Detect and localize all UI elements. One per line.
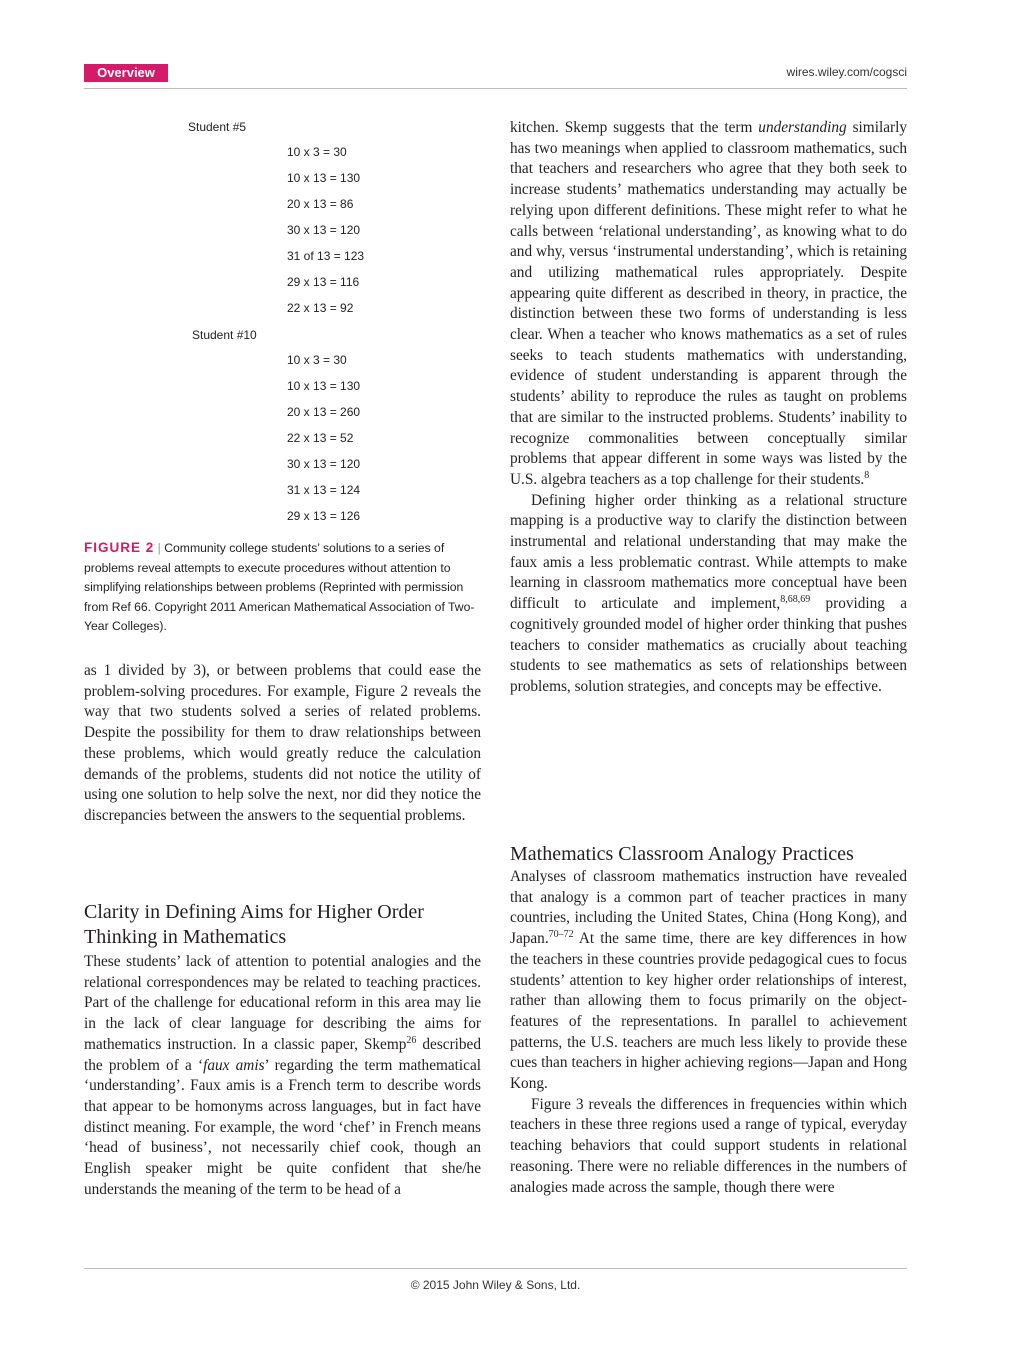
right-column-section [510,842,907,1198]
citation[interactable]: 8,68,69 [780,594,811,606]
left-column-section [84,900,481,1200]
footer-divider [84,1268,907,1269]
citation[interactable]: 8 [864,469,870,481]
paragraph: as 1 divided by 3), or between problems that could ease the problem-solving procedures. For example, Figure 2 reveals the way that two students solved a series of related problems. Despite the possibility for them to draw relationships between these problems, which would greatly reduce the calculation demands of the problems, students did not notice the utility of using one solution to help solve the next, nor did they notice the discrepancies between the answers to the sequential problems. [84,662,481,824]
citation[interactable]: 70–72 [548,929,574,941]
citation[interactable]: 26 [406,1034,417,1046]
paragraph-text: These students’ lack of attention to potential analogies and the relational correspondences may be related to teaching practices. Part of the challenge for educational reform in this area may lie in the lack of clear language for describing the aims for mathematics instruction. In a classic paper, Skemp [84,953,481,1053]
paragraph [510,118,907,491]
paragraph [510,867,907,1095]
paragraph-text: Analyses of classroom mathematics instruction have revealed that analogy is a common part of teacher practices in many countries, including the United States, China (Hong Kong), and Japan. [510,868,907,948]
equation: 20 x 13 = 86 [287,197,354,211]
figure-caption [84,538,484,637]
equation: 20 x 13 = 260 [287,405,361,419]
equation: 29 x 13 = 126 [287,509,361,523]
paragraph-text: ’ regarding the term mathematical ‘understanding’. Faux amis is a French term to describe words that appear to be homonyms across languages, but in fact have distinct meaning. For example, the word ‘chef’ in French means ‘head of business’, not necessarily chief cook, though an English speaker might be quite confident that she/he understands the meaning of the term to be head of a [84,1056,482,1198]
equation: 10 x 13 = 130 [287,379,361,393]
paragraph-text: At the same time, there are key differences in how the teachers in these countries provide pedagogical cues to focus students’ attention to key higher order relationships of interest, rather than allowing them to focus primarily on the object-features of the representations. In parallel to achievement patterns, the U.S. teachers are much less likely to provide these cues than teachers in higher achieving regions—Japan and Hong Kong. [510,930,907,1093]
equation: 29 x 13 = 116 [287,275,360,289]
copyright: © 2015 John Wiley & Sons, Ltd. [410,1278,581,1292]
italic-term: understanding [758,119,847,136]
equation: 10 x 3 = 30 [287,145,347,159]
student-label: Student #10 [192,328,257,342]
left-column [84,661,481,827]
equation: 30 x 13 = 120 [287,223,361,237]
section-tag: Overview [84,64,168,82]
equation: 31 x 13 = 124 [287,483,361,497]
figure-2 [84,118,484,528]
paragraph [510,491,907,698]
equation: 10 x 3 = 30 [287,353,347,367]
paragraph-text: similarly has two meanings when applied to classroom mathematics, such that teachers and researchers who agree that they both seek to increase students’ mathematics understanding may actually be relying upon different definitions. These might refer to what he calls between ‘relational understanding’, as knowing what to do and why, versus ‘instrumental understanding’, which is retaining and utilizing mathematical rules appropriately. Despite appearing quite different as described in theory, in practice, the distinction between these two forms of understanding is less clear. When a teacher who knows mathematics as a set of rules seeks to teach students mathematics with understanding, evidence of student understanding is apparent through the students’ ability to reproduce the rules as taught on problems that are similar to the instructed problems. Students’ inability to recognize commonalities between conceptually similar problems that appear different in some ways was listed by the U.S. algebra teachers as a top challenge for their students. [510,119,907,488]
caption-text: Community college students’ solutions to a series of problems reveal attempts to execute procedures without attention to simplifying relationships between problems (Reprinted with permission from Ref 66. Copyright 2011 American Mathematical Association of Two-Year Colleges). [84,541,475,633]
paragraph-text: Defining higher order thinking as a relational structure mapping is a productive way to clarify the distinction between instrumental and relational understanding that may make the faux amis a less problematic contrast. While attempts to make learning in classroom mathematics more conceptual have been difficult to articulate and implement, [510,491,907,613]
header-divider [84,88,907,89]
paragraph: Figure 3 reveals the differences in frequencies within which teachers in these three regions used a range of typical, everyday teaching behaviors that could support students in relational reasoning. There were no reliable differences in the numbers of analogies made across the sample, though there were [510,1095,907,1196]
section-heading: Clarity in Defining Aims for Higher Order Thinking in Mathematics [84,901,424,948]
figure-label: FIGURE 2 [84,540,155,555]
equation: 22 x 13 = 52 [287,431,354,445]
paragraph-text: described the problem of a ‘ [84,1035,481,1074]
section-heading: Mathematics Classroom Analogy Practices [510,843,854,865]
paragraph-text: providing a cognitively grounded model of higher order thinking that pushes teachers to consider mathematics as crucially about teaching students to see mathematics as sets of relationships between problems, solution strategies, and concepts may be effective. [510,595,907,695]
right-column [510,118,907,698]
equation: 30 x 13 = 120 [287,457,361,471]
paragraph [84,952,481,1200]
paragraph-text: kitchen. Skemp suggests that the term [510,119,759,136]
italic-term: faux amis [203,1056,265,1074]
student-label: Student #5 [188,120,247,134]
caption-separator: | [157,541,161,555]
journal-url[interactable]: wires.wiley.com/cogsci [786,65,907,79]
equation: 31 of 13 = 123 [287,249,365,263]
equation: 22 x 13 = 92 [287,301,354,315]
equation: 10 x 13 = 130 [287,171,361,185]
